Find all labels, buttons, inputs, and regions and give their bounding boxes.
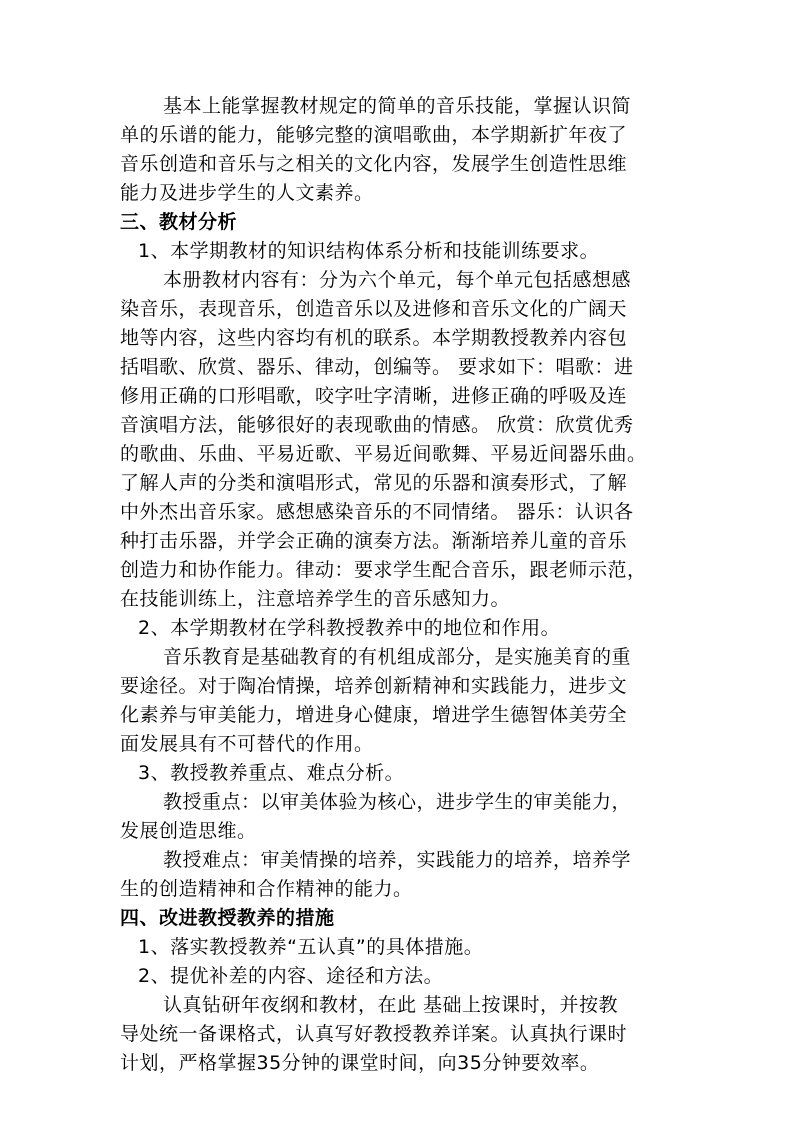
paragraph-line: 音乐创造和音乐与之相关的文化内容，发展学生创造性思维 [120, 153, 628, 175]
paragraph-line: 地等内容，这些内容均有机的联系。本学期教授教养内容包 [120, 327, 628, 349]
paragraph-first-line: 基本上能掌握教材规定的简单的音乐技能，掌握认识简 [163, 95, 632, 117]
paragraph-first-line: 教授难点：审美情操的培养，实践能力的培养，培养学 [163, 849, 632, 871]
paragraph-line: 在技能训练上，注意培养学生的音乐感知力。 [120, 588, 511, 610]
paragraph-first-line: 音乐教育是基础教育的有机组成部分，是实施美育的重 [163, 646, 632, 668]
paragraph-line: 面发展具有不可替代的作用。 [120, 733, 374, 755]
list-item: 1、落实教授教养“五认真”的具体措施。 [138, 936, 484, 958]
section-heading: 四、改进教授教养的措施 [120, 907, 335, 929]
paragraph-line: 发展创造思维。 [120, 820, 257, 842]
paragraph-line: 能力及进步学生的人文素养。 [120, 182, 374, 204]
paragraph-line: 中外杰出音乐家。感想感染音乐的不同情绪。 器乐：认识各 [120, 501, 634, 523]
paragraph-line: 生的创造精神和合作精神的能力。 [120, 878, 413, 900]
paragraph-line: 括唱歌、欣赏、器乐、律动，创编等。 要求如下：唱歌：进 [120, 356, 634, 378]
list-item: 1、本学期教材的知识结构体系分析和技能训练要求。 [138, 240, 600, 262]
paragraph-line: 染音乐，表现音乐，创造音乐以及进修和音乐文化的广阔天 [120, 298, 628, 320]
paragraph-line: 创造力和协作能力。律动：要求学生配合音乐，跟老师示范， [120, 559, 647, 581]
paragraph-line: 要途径。对于陶冶情操，培养创新精神和实践能力，进步文 [120, 675, 628, 697]
paragraph-first-line: 认真钻研年夜纲和教材，在此 基础上按课时，并按教 [163, 994, 619, 1016]
list-item: 2、本学期教材在学科教授教养中的地位和作用。 [138, 617, 561, 639]
paragraph-line: 修用正确的口形唱歌，咬字吐字清晰，进修正确的呼吸及连 [120, 385, 628, 407]
paragraph-line: 了解人声的分类和演唱形式，常见的乐器和演奏形式，了解 [120, 472, 628, 494]
list-item: 2、提优补差的内容、途径和方法。 [138, 965, 444, 987]
section-heading: 三、教材分析 [120, 211, 238, 233]
paragraph-first-line: 本册教材内容有：分为六个单元，每个单元包括感想感 [163, 269, 632, 291]
paragraph-line: 化素养与审美能力，增进身心健康，增进学生德智体美劳全 [120, 704, 628, 726]
paragraph-line: 导处统一备课格式，认真写好教授教养详案。认真执行课时 [120, 1023, 628, 1045]
paragraph-line: 种打击乐器，并学会正确的演奏方法。渐渐培养儿童的音乐 [120, 530, 628, 552]
document-page [120, 92, 680, 1078]
paragraph-line: 的歌曲、乐曲、平易近歌、平易近间歌舞、平易近间器乐曲。 [120, 443, 647, 465]
paragraph-first-line: 教授重点：以审美体验为核心，进步学生的审美能力， [163, 791, 632, 813]
paragraph-line: 计划，严格掌握35分钟的课堂时间，向35分钟要效率。 [120, 1052, 600, 1074]
paragraph-line: 音演唱方法，能够很好的表现歌曲的情感。 欣赏：欣赏优秀 [120, 414, 634, 436]
paragraph-line: 单的乐谱的能力，能够完整的演唱歌曲，本学期新扩年夜了 [120, 124, 628, 146]
list-item: 3、教授教养重点、难点分析。 [138, 762, 405, 784]
